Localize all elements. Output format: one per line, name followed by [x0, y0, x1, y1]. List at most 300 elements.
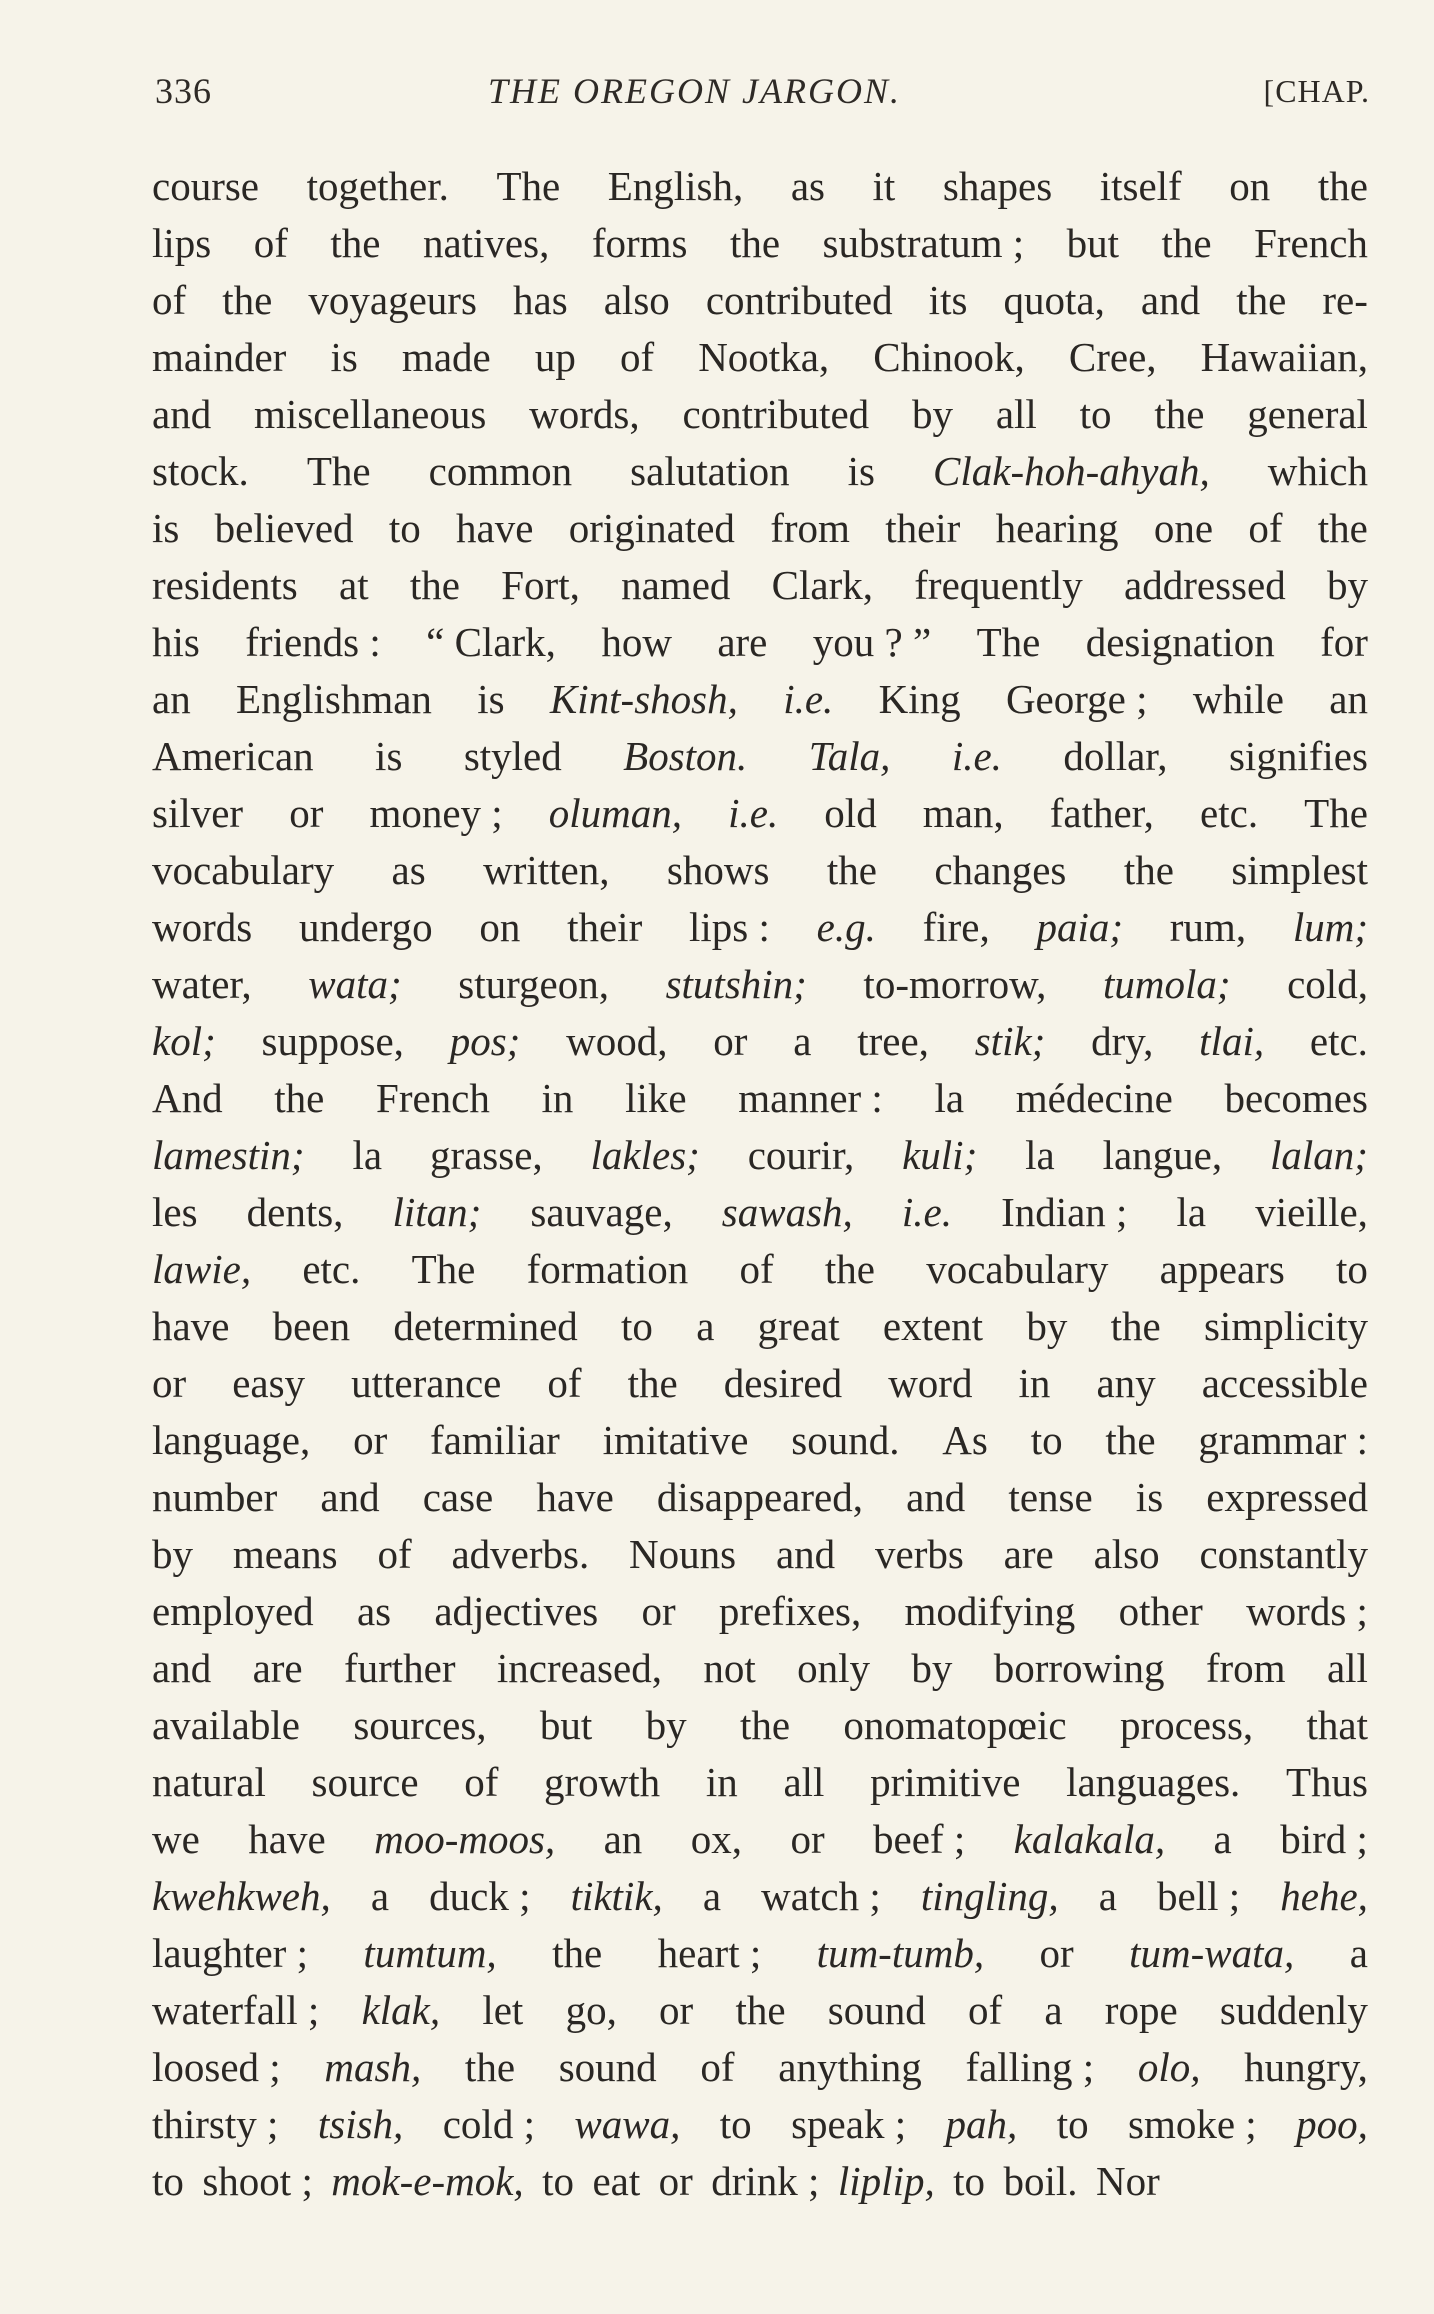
text-line: [152, 899, 1368, 956]
word: frequently: [914, 562, 1083, 608]
word: constantly: [1199, 1531, 1368, 1577]
text-line: [152, 1868, 1368, 1925]
word: King: [878, 676, 961, 722]
word: shoot ;: [202, 2158, 313, 2204]
word: boil.: [1003, 2158, 1078, 2204]
word: simplest: [1231, 847, 1368, 893]
italic-term: hehe,: [1280, 1873, 1368, 1919]
text-line: [152, 2096, 1368, 2153]
word: languages.: [1066, 1759, 1241, 1805]
word: stock.: [152, 448, 249, 494]
word: or: [790, 1816, 825, 1862]
word: English,: [607, 163, 744, 209]
word: their: [885, 505, 961, 551]
word: to: [1030, 1417, 1063, 1463]
word: heart ;: [657, 1930, 762, 1976]
word: prefixes,: [718, 1588, 862, 1634]
word: an: [603, 1816, 643, 1862]
word: Nootka,: [698, 334, 830, 380]
word: of: [377, 1531, 412, 1577]
text-line: [152, 842, 1368, 899]
word: to: [1079, 391, 1112, 437]
word: to: [719, 2101, 752, 2147]
word: and: [152, 391, 212, 437]
italic-term: lalan;: [1270, 1132, 1368, 1178]
word: Englishman: [236, 676, 432, 722]
word: up: [534, 334, 576, 380]
text-line: [152, 2039, 1368, 2096]
word: is: [1135, 1474, 1164, 1520]
word: of: [967, 1987, 1003, 2033]
text-line: [152, 1925, 1368, 1982]
word: extent: [882, 1303, 984, 1349]
word: have: [248, 1816, 326, 1862]
text-line: [152, 1298, 1368, 1355]
word: let: [482, 1987, 524, 2033]
word: familiar: [430, 1417, 560, 1463]
word: changes: [934, 847, 1067, 893]
italic-term: kwehkweh,: [152, 1873, 331, 1919]
italic-term: lawie,: [152, 1246, 252, 1292]
word: cold ;: [442, 2101, 535, 2147]
word: by: [1026, 1303, 1068, 1349]
italic-term: oluman,: [548, 790, 683, 836]
word: American: [152, 733, 314, 779]
word: As: [942, 1417, 988, 1463]
text-line: [152, 2153, 1368, 2210]
word: an: [1329, 676, 1368, 722]
italic-term: tumola;: [1102, 961, 1231, 1007]
word: rope: [1104, 1987, 1178, 2033]
italic-term: paia;: [1036, 904, 1124, 950]
word: all: [995, 391, 1037, 437]
word: source: [311, 1759, 419, 1805]
word: watch ;: [761, 1873, 881, 1919]
word: itself: [1099, 163, 1182, 209]
word: courir,: [747, 1132, 855, 1178]
word: the: [552, 1930, 603, 1976]
word: silver: [152, 790, 244, 836]
text-line: [152, 1127, 1368, 1184]
chapter-marker: [CHAP.: [1263, 73, 1370, 109]
text-line: [152, 1469, 1368, 1526]
word: the: [409, 562, 460, 608]
word: suppose,: [261, 1018, 404, 1064]
word: The: [496, 163, 561, 209]
text-line: [152, 158, 1368, 215]
word: one: [1153, 505, 1214, 551]
word: appears: [1159, 1246, 1285, 1292]
word: la: [352, 1132, 383, 1178]
word: the: [627, 1360, 678, 1406]
word: from: [1205, 1645, 1286, 1691]
word: utterance: [351, 1360, 502, 1406]
word: modifying: [904, 1588, 1076, 1634]
word: or: [641, 1588, 676, 1634]
word: is: [375, 733, 403, 779]
word: vocabulary: [926, 1246, 1109, 1292]
word: also: [603, 277, 670, 323]
italic-term: Tala,: [808, 733, 891, 779]
word: by: [1326, 562, 1368, 608]
word: but: [539, 1702, 593, 1748]
word: in: [705, 1759, 738, 1805]
word: but: [1066, 220, 1120, 266]
italic-term: e.g.: [816, 904, 876, 950]
italic-term: olo,: [1137, 2044, 1201, 2090]
word: it: [872, 163, 896, 209]
word: dents,: [246, 1189, 344, 1235]
text-line: [152, 1697, 1368, 1754]
italic-term: tingling,: [920, 1873, 1059, 1919]
word: the: [1105, 1417, 1156, 1463]
word: la: [1025, 1132, 1055, 1178]
italic-term: sawash,: [721, 1189, 853, 1235]
word: verbs: [875, 1531, 964, 1577]
word: accessible: [1201, 1360, 1368, 1406]
page-number: 336: [155, 71, 212, 111]
italic-term: kuli;: [902, 1132, 978, 1178]
text-line: [152, 272, 1368, 329]
word: growth: [544, 1759, 661, 1805]
word: quota,: [1003, 277, 1105, 323]
word: or: [353, 1417, 388, 1463]
word: and: [775, 1531, 836, 1577]
word: les: [152, 1189, 198, 1235]
word: by: [645, 1702, 687, 1748]
word: tree,: [857, 1018, 929, 1064]
italic-term: klak,: [361, 1987, 441, 2033]
italic-term: pah,: [945, 2101, 1018, 2147]
word: to: [152, 2158, 184, 2204]
word: designation: [1085, 619, 1275, 665]
word: the: [1161, 220, 1212, 266]
word: hearing: [995, 505, 1119, 551]
word: adjectives: [434, 1588, 599, 1634]
word: only: [797, 1645, 870, 1691]
word: a: [793, 1018, 812, 1064]
word: to: [1336, 1246, 1368, 1292]
word: Hawaiian,: [1200, 334, 1368, 380]
italic-term: kalakala,: [1013, 1816, 1166, 1862]
word: suddenly: [1219, 1987, 1368, 2033]
word: is: [152, 505, 180, 551]
word: in: [541, 1075, 574, 1121]
text-line: [152, 671, 1368, 728]
word: made: [401, 334, 491, 380]
word: rum,: [1169, 904, 1247, 950]
word: hungry,: [1244, 2044, 1368, 2090]
word: further: [343, 1645, 456, 1691]
word: eat: [592, 2158, 641, 2204]
word: have: [152, 1303, 230, 1349]
word: words: [152, 904, 253, 950]
word: contributed: [705, 277, 893, 323]
word: on: [479, 904, 521, 950]
word: Indian ;: [1001, 1189, 1128, 1235]
italic-term: litan;: [392, 1189, 482, 1235]
word: the: [1110, 1303, 1161, 1349]
italic-term: tiktik,: [570, 1873, 663, 1919]
word: is: [330, 334, 358, 380]
page-header: [155, 66, 1370, 116]
word: a: [1044, 1987, 1063, 2033]
word: médecine: [1015, 1075, 1173, 1121]
word: increased,: [496, 1645, 662, 1691]
word: general: [1247, 391, 1368, 437]
word: words,: [529, 391, 640, 437]
word: available: [152, 1702, 300, 1748]
word: words ;: [1246, 1588, 1368, 1634]
word: and: [906, 1474, 966, 1520]
word: langue,: [1102, 1132, 1223, 1178]
word: French: [376, 1075, 490, 1121]
word: the: [1123, 847, 1174, 893]
word: is: [477, 676, 505, 722]
word: drink ;: [711, 2158, 820, 2204]
word: grasse,: [429, 1132, 543, 1178]
word: on: [1229, 163, 1271, 209]
word: to-morrow,: [863, 961, 1047, 1007]
word: the: [464, 2044, 516, 2090]
word: originated: [568, 505, 735, 551]
word: natives,: [422, 220, 550, 266]
word: by: [912, 391, 953, 437]
word: water,: [152, 961, 252, 1007]
word: vieille,: [1255, 1189, 1368, 1235]
word: falling ;: [965, 2044, 1095, 2090]
word: of: [1248, 505, 1283, 551]
text-line: [152, 1583, 1368, 1640]
word: contributed: [682, 391, 870, 437]
word: French: [1254, 220, 1368, 266]
text-line: [152, 1982, 1368, 2039]
word: The: [306, 448, 371, 494]
word: their: [567, 904, 643, 950]
word: to: [621, 1303, 653, 1349]
word: simplicity: [1203, 1303, 1368, 1349]
word: of: [152, 277, 187, 323]
word: of: [464, 1759, 499, 1805]
italic-term: lamestin;: [152, 1132, 305, 1178]
word: manner :: [738, 1075, 883, 1121]
body-text: [152, 158, 1368, 2210]
word: by: [911, 1645, 953, 1691]
word: Thus: [1285, 1759, 1368, 1805]
word: etc.: [1309, 1018, 1368, 1064]
word: the: [826, 847, 877, 893]
word: re-: [1322, 277, 1368, 323]
word: shapes: [942, 163, 1053, 209]
word: fire,: [922, 904, 990, 950]
word: expressed: [1206, 1474, 1368, 1520]
word: friends :: [245, 619, 381, 665]
word: formation: [526, 1246, 689, 1292]
italic-term: i.e.: [951, 733, 1002, 779]
word: other: [1118, 1588, 1203, 1634]
word: as: [790, 163, 825, 209]
italic-term: mok-e-mok,: [331, 2158, 524, 2204]
word: la: [1176, 1189, 1207, 1235]
word: while: [1192, 676, 1284, 722]
word: or: [659, 1987, 694, 2033]
word: of: [619, 334, 655, 380]
italic-term: wata;: [308, 961, 402, 1007]
word: a: [370, 1873, 390, 1919]
word: dry,: [1091, 1018, 1154, 1064]
word: course: [152, 163, 260, 209]
word: And: [152, 1075, 223, 1121]
word: wood,: [566, 1018, 668, 1064]
word: and: [1140, 277, 1201, 323]
text-line: [152, 1184, 1368, 1241]
word: also: [1093, 1531, 1160, 1577]
word: la: [934, 1075, 965, 1121]
word: father,: [1049, 790, 1154, 836]
word: been: [272, 1303, 351, 1349]
word: disappeared,: [656, 1474, 863, 1520]
italic-term: tumtum,: [363, 1930, 497, 1976]
word: or: [152, 1360, 187, 1406]
word: the: [1154, 391, 1205, 437]
text-line: [152, 1241, 1368, 1298]
italic-term: Clak-hoh-ahyah,: [933, 448, 1210, 494]
word: of: [700, 2044, 735, 2090]
word: smoke ;: [1128, 2101, 1257, 2147]
italic-term: stik;: [974, 1018, 1046, 1064]
word: or: [658, 2158, 693, 2204]
word: of: [547, 1360, 582, 1406]
italic-term: tlai,: [1199, 1018, 1265, 1064]
word: primitive: [870, 1759, 1021, 1805]
word: “ Clark,: [426, 619, 556, 665]
word: residents: [152, 562, 298, 608]
word: are: [1003, 1531, 1054, 1577]
word: determined: [393, 1303, 578, 1349]
word: or: [713, 1018, 748, 1064]
word: as: [356, 1588, 392, 1634]
word: bird ;: [1280, 1816, 1368, 1862]
word: sauvage,: [530, 1189, 673, 1235]
word: have: [456, 505, 534, 551]
word: duck ;: [429, 1873, 531, 1919]
italic-term: Kint-shosh,: [549, 676, 738, 722]
word: not: [703, 1645, 756, 1691]
word: etc.: [302, 1246, 361, 1292]
word: have: [536, 1474, 614, 1520]
word: borrowing: [993, 1645, 1165, 1691]
word: shows: [666, 847, 770, 893]
text-line: [152, 1526, 1368, 1583]
word: case: [422, 1474, 494, 1520]
word: sources,: [353, 1702, 487, 1748]
word: means: [232, 1531, 338, 1577]
text-line: [152, 329, 1368, 386]
word: imitative: [602, 1417, 749, 1463]
word: sound.: [791, 1417, 900, 1463]
word: the: [1236, 277, 1287, 323]
text-line: [152, 557, 1368, 614]
word: bell ;: [1157, 1873, 1241, 1919]
word: the: [739, 1702, 791, 1748]
word: any: [1096, 1360, 1156, 1406]
word: all: [1326, 1645, 1368, 1691]
word: like: [625, 1075, 687, 1121]
word: you ? ”: [812, 619, 932, 665]
word: undergo: [298, 904, 433, 950]
word: miscellaneous: [254, 391, 487, 437]
word: of: [253, 220, 288, 266]
text-line: [152, 614, 1368, 671]
word: at: [339, 562, 369, 608]
word: salutation: [630, 448, 790, 494]
word: word: [888, 1360, 973, 1406]
word: we: [152, 1816, 200, 1862]
word: old: [824, 790, 877, 836]
word: anything: [778, 2044, 922, 2090]
word: substratum ;: [822, 220, 1025, 266]
word: natural: [152, 1759, 266, 1805]
word: or: [1039, 1930, 1074, 1976]
word: waterfall ;: [152, 1987, 320, 2033]
text-line: [152, 1811, 1368, 1868]
word: for: [1320, 619, 1368, 665]
text-line: [152, 785, 1368, 842]
word: adverbs.: [451, 1531, 590, 1577]
word: thirsty ;: [152, 2101, 279, 2147]
italic-term: stutshin;: [665, 961, 807, 1007]
text-line: [152, 443, 1368, 500]
word: his: [152, 619, 200, 665]
word: all: [783, 1759, 825, 1805]
italic-term: liplip,: [837, 2158, 935, 2204]
word: common: [428, 448, 573, 494]
word: becomes: [1224, 1075, 1368, 1121]
word: to: [1056, 2101, 1089, 2147]
word: has: [513, 277, 568, 323]
word: addressed: [1124, 562, 1286, 608]
word: to: [953, 2158, 986, 2204]
word: sturgeon,: [458, 961, 609, 1007]
word: The: [411, 1246, 476, 1292]
word: to: [388, 505, 421, 551]
italic-term: kol;: [152, 1018, 216, 1064]
word: its: [928, 277, 968, 323]
word: The: [1304, 790, 1368, 836]
word: Clark,: [771, 562, 874, 608]
word: Cree,: [1068, 334, 1157, 380]
word: and: [152, 1645, 212, 1691]
running-title: THE OREGON JARGON.: [488, 71, 901, 111]
word: etc.: [1200, 790, 1259, 836]
word: dollar,: [1063, 733, 1168, 779]
word: laughter ;: [152, 1930, 308, 1976]
word: as: [391, 847, 426, 893]
word: lips: [152, 220, 212, 266]
word: by: [152, 1531, 193, 1577]
word: tense: [1008, 1474, 1093, 1520]
text-line: [152, 1640, 1368, 1697]
italic-term: tum-wata,: [1129, 1930, 1295, 1976]
word: a: [1098, 1873, 1117, 1919]
text-line: [152, 1754, 1368, 1811]
word: go,: [565, 1987, 617, 2033]
word: great: [757, 1303, 840, 1349]
word: believed: [214, 505, 354, 551]
word: Nor: [1095, 2158, 1160, 2204]
word: a: [702, 1873, 722, 1919]
word: or: [289, 790, 324, 836]
